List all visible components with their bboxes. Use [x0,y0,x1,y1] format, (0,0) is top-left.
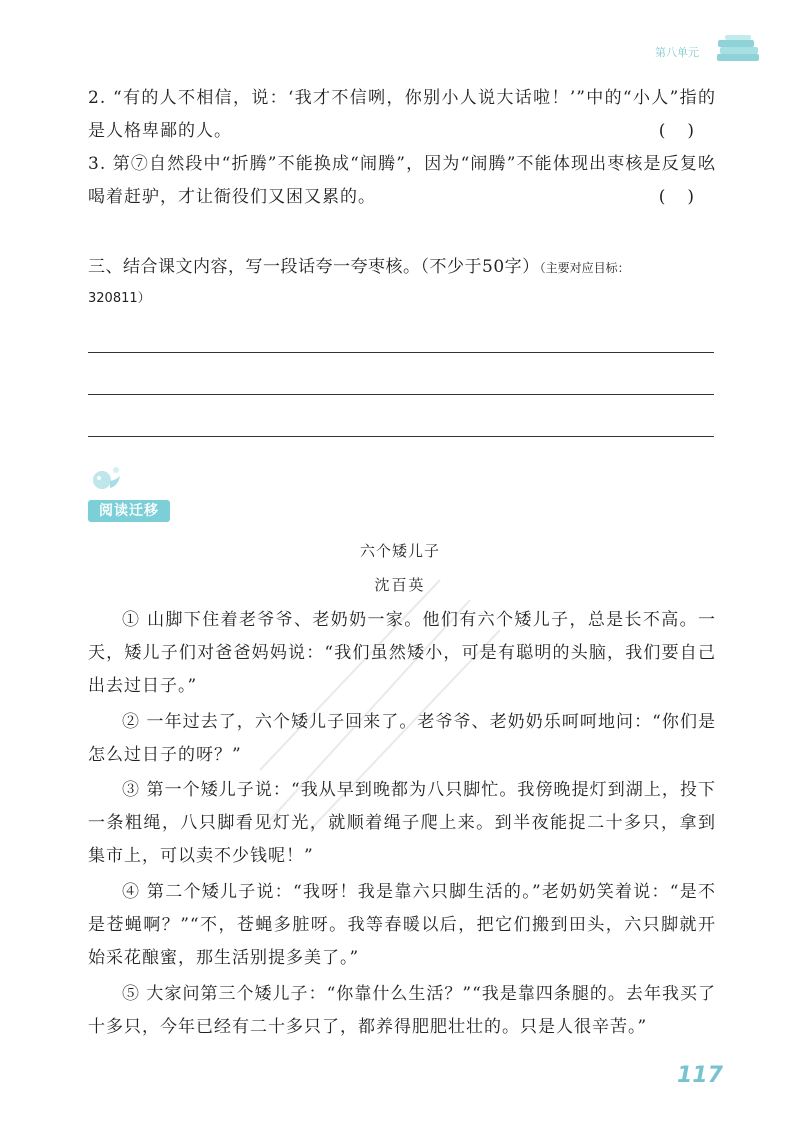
answer-paren-q3[interactable]: () [658,187,716,207]
unit-label: 第八单元 [655,46,699,59]
story-paragraph-3: ③ 第一个矮儿子说：“我从早到晚都为八只脚忙。我傍晚提灯到湖上，投下一条粗绳，八只脚看见灯光，就顺着绳子爬上来。到半夜能捉二十多只，拿到集市上，可以卖不少钱呢！” [88,780,716,866]
reading-badge: 阅读迁移 [88,500,170,522]
story-paragraph-1: ① 山脚下住着老爷爷、老奶奶一家。他们有六个矮儿子，总是长不高。一天，矮儿子们对爸爸妈妈说：“我们虽然矮小，可是有聪明的头脑，我们要自己出去过日子。” [88,610,716,696]
answer-line-2[interactable] [88,394,714,395]
page-number: 117 [677,1063,723,1088]
story-paragraph-4: ④ 第二个矮儿子说：“我呀！我是靠六只脚生活的。”老奶奶笑着说：“是不是苍蝇啊？”“不，苍蝇多脏呀。我等春暖以后，把它们搬到田头，六只脚就开始采花酿蜜，那生活别提多美了。” [88,882,716,968]
answer-line-1[interactable] [88,352,714,353]
story-paragraph-5: ⑤ 大家问第三个矮儿子：“你靠什么生活？”“我是靠四条腿的。去年我买了十多只，今年已经有二十多只了，都养得肥肥壮壮的。只是人很辛苦。” [88,984,716,1037]
mascot-icon [88,460,128,500]
question-3: 3. 第⑦自然段中“折腾”不能换成“闹腾”，因为“闹腾”不能体现出枣核是反复吆喝着赶驴，才让衙役们又困又累的。 [88,154,716,207]
question-2: 2. “有的人不相信，说：‘我才不信咧，你别小人说大话啦！’”中的“小人”指的是人格卑鄙的人。 [88,88,716,141]
book-stack-icon [713,34,763,64]
target-code: 320811） [88,291,151,306]
section-3-text: 三、结合课文内容，写一段话夸一夸枣核。（不少于50字） [88,257,540,277]
story-paragraph-2: ② 一年过去了，六个矮儿子回来了。老爷爷、老奶奶乐呵呵地问：“你们是怎么过日子的呀？” [88,712,716,765]
answer-paren-q2[interactable]: () [658,121,716,141]
answer-line-3[interactable] [88,436,714,437]
section-3-heading [88,252,728,283]
story-title: 六个矮儿子 [359,542,440,560]
story-author: 沈百英 [374,576,426,594]
section-3-note: （主要对应目标： [539,261,630,275]
